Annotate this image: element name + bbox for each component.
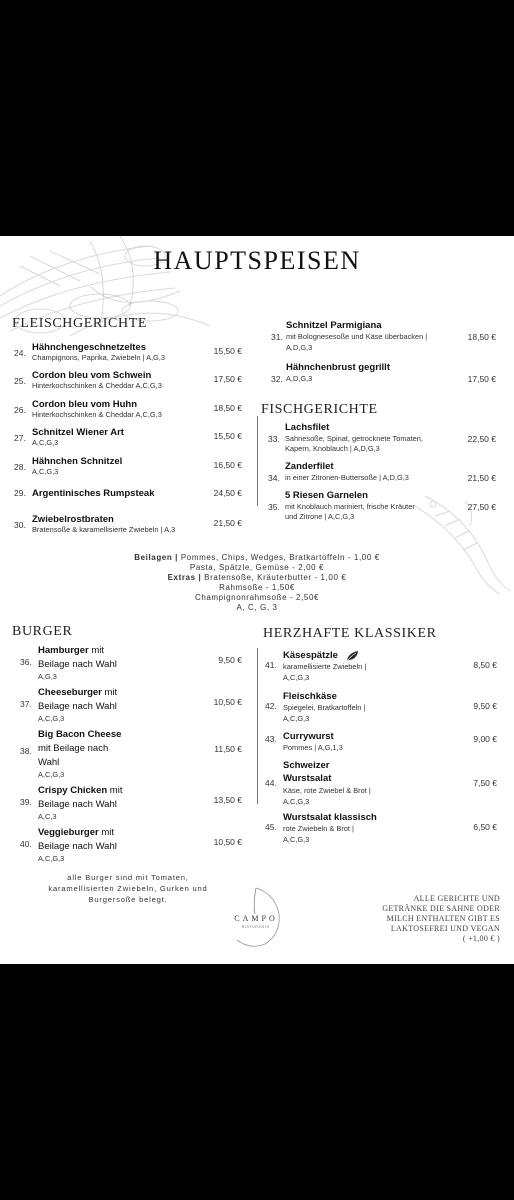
item-name: Zwiebelrostbraten [32,514,114,525]
item-name: Crispy Chicken [38,785,108,796]
item-side: Beilage nach Wahl [38,659,117,670]
item-name: Lachsfilet [285,422,330,433]
section-herzhafte-klassiker: HERZHAFTE KLASSIKER [263,626,437,641]
beilagen-info [100,553,414,613]
beilagen-line1: Pommes, Chips, Wedges, Bratkartoffeln - 1,00 € [178,553,380,562]
item-name-rest: mit [107,785,123,796]
item-number: 27. [14,433,26,443]
item-price: 24,50 € [213,488,242,498]
item-price: 18,50 € [467,332,496,342]
item-description: und Zitrone | A,C,G,3 [285,512,355,521]
item-price: 9,50 € [218,655,242,665]
item-number: 33. [268,434,280,444]
menu-item [20,686,246,734]
item-number: 42. [265,701,277,711]
item-allergens: A,C,3 [38,812,57,821]
item-name-line [38,644,104,658]
item-description: Pommes | A,G,1,3 [283,743,343,752]
item-description: Bratensoße & karamellisierte Zwiebeln | A,3 [32,525,176,534]
item-name: Hähnchengeschnetzeltes [32,342,147,353]
item-name: Cheeseburger [38,687,102,698]
item-number: 30. [14,520,26,530]
item-description: Hinterkochschinken & Cheddar A,C,G,3 [32,410,162,419]
item-name-line [38,826,114,840]
item-description: in einer Zitronen-Buttersoße | A,D,G,3 [285,473,409,482]
menu-item [271,320,501,350]
item-number: 36. [20,657,32,667]
item-price: 21,50 € [213,518,242,528]
item-number: 37. [20,699,32,709]
item-number: 24. [14,348,26,358]
item-name-rest: mit [101,687,118,698]
item-side: Beilage nach Wahl [38,701,117,712]
item-name: Hähnchen Schnitzel [32,456,123,467]
burger-note-line1: alle Burger sind mit Tomaten, [67,873,189,882]
beilagen-line3: Bratensoße, Kräuterbutter - 1,00 € [201,573,347,582]
item-price: 8,50 € [473,660,497,670]
extras-label: Extras | [167,573,202,582]
item-description: karamellisierte Zwiebeln | [283,662,367,671]
divider-bottom [257,648,258,804]
item-price: 9,50 € [473,701,497,711]
item-name: Wurstsalat klassisch [283,812,377,823]
menu-item [14,514,250,540]
item-price: 11,50 € [214,744,242,754]
logo-text: CAMPO [234,914,278,923]
item-number: 41. [265,660,277,670]
beilagen-line5: Champignonrahmsoße - 2,50€ [194,593,320,602]
item-number: 32. [271,374,283,384]
item-price: 17,50 € [467,374,496,384]
beilagen-label: Beilagen | [134,553,179,562]
item-name: Currywurst [283,731,334,742]
item-price: 10,50 € [213,837,242,847]
item-number: 35. [268,502,280,512]
item-description: A,C,G,3 [32,438,59,447]
item-name: Hähnchenbrust gegrillt [286,362,390,373]
item-description: A,C,G,3 [32,467,59,476]
item-name: Cordon bleu vom Huhn [32,399,138,410]
item-number: 34. [268,473,280,483]
item-price: 21,50 € [467,473,496,483]
item-name: Big Bacon Cheese [38,729,122,740]
item-price: 13,50 € [213,795,242,805]
item-side-2: Wahl [38,757,60,768]
item-name: Schnitzel Parmigiana [286,320,382,331]
item-price: 16,50 € [213,460,242,470]
item-name-line [38,784,122,798]
leaf-icon [346,650,360,662]
item-price: 15,50 € [213,346,242,356]
menu-item [271,362,501,392]
lactose-note-line3: MILCH ENTHALTEN GIBT ES [386,914,500,923]
menu-item [14,342,250,368]
item-number: 39. [20,797,32,807]
item-price: 17,50 € [213,374,242,384]
item-price: 9,00 € [473,734,497,744]
item-allergens: A,G,3 [38,672,57,681]
menu-item [14,488,250,514]
lactose-note-line5: ( +1,00 € ) [462,934,500,943]
menu-item [14,456,250,482]
menu-item [265,812,497,852]
beilagen-line4: Rahmsoße - 1,50€ [219,583,295,592]
page-title: HAUPTSPEISEN [153,246,361,275]
menu-item [268,490,501,524]
item-description: Hinterkochschinken & Cheddar A,C,G,3 [32,381,162,390]
campo-logo [225,884,287,950]
item-allergens: A,C,G,3 [38,770,65,779]
section-fleischgerichte: FLEISCHGERICHTE [12,316,147,331]
item-name: Käsespätzle [283,650,338,661]
item-description: rote Zwiebeln & Brot | [283,824,354,833]
lactose-note-line1: ALLE GERICHTE UND [413,894,500,903]
menu-item [20,784,246,832]
item-name: Fleischkäse [283,691,337,702]
item-name-rest: mit [88,645,104,656]
menu-item [14,427,250,453]
item-name: Veggieburger [38,827,99,838]
item-description: A,D,G,3 [286,374,313,383]
menu-item [20,728,246,779]
item-name: Zanderfilet [285,461,334,472]
item-number: 26. [14,405,26,415]
menu-item [20,644,246,692]
item-number: 25. [14,376,26,386]
section-fischgerichte: FISCHGERICHTE [261,402,378,417]
item-description: Champignons, Paprika, Zwiebeln | A,G,3 [32,353,165,362]
item-price: 22,50 € [467,434,496,444]
item-name: Schnitzel Wiener Art [32,427,124,438]
item-description: Kapern, Knoblauch | A,D,G,3 [285,444,380,453]
burger-note-line2: karamellisierten Zwiebeln, Gurken und [48,884,208,893]
item-price: 15,50 € [213,431,242,441]
item-side: Beilage nach Wahl [38,841,117,852]
item-allergens: A,C,G,3 [283,714,310,723]
menu-item [14,399,250,425]
logo-subtext: RISTORANTE [241,925,271,929]
item-side: Beilage nach Wahl [38,799,117,810]
section-burger: BURGER [12,624,73,639]
menu-page [0,236,514,964]
item-name-rest: mit [98,827,115,838]
item-price: 10,50 € [213,697,242,707]
item-description: A,D,G,3 [286,343,313,352]
item-allergens: A,C,G,3 [38,854,65,863]
item-number: 28. [14,462,26,472]
burger-note [38,872,218,905]
herbs-sketch-icon [60,276,220,346]
item-description: Spiegelei, Bratkartoffeln | [283,703,366,712]
beilagen-line2: Pasta, Spätzle, Gemüse - 2,00 € [189,563,325,572]
item-number: 43. [265,734,277,744]
item-name: Cordon bleu vom Schwein [32,370,152,381]
item-allergens: A,C,G,3 [38,714,65,723]
item-number: 38. [20,746,32,756]
item-number: 45. [265,822,277,832]
menu-item [265,650,497,690]
lactose-note [366,894,500,944]
lactose-note-line4: LAKTOSEFREI UND VEGAN [390,924,500,933]
item-name: Hamburger [38,645,89,656]
beilagen-line6: A, C, G, 3 [236,603,278,612]
burger-note-line3: Burgersoße belegt. [88,895,168,904]
lactose-note-line2: GETRÄNKE DIE SAHNE ODER [382,904,500,913]
menu-item [268,422,501,456]
item-price: 18,50 € [213,403,242,413]
divider-top [257,416,258,506]
item-price: 27,50 € [467,502,496,512]
item-number: 44. [265,778,277,788]
item-number: 31. [271,332,283,342]
item-price: 6,50 € [473,822,497,832]
item-number: 40. [20,839,32,849]
item-name: 5 Riesen Garnelen [285,490,368,501]
item-description: Sahnesoße, Spinat, getrocknete Tomaten, [285,434,423,443]
item-description: mit Knoblauch mariniert, frische Kräuter [285,502,415,511]
item-allergens: A,C,G,3 [283,835,310,844]
item-allergens: A,C,G,3 [283,673,310,682]
item-side: mit Beilage nach [38,743,109,754]
item-name-2: Wurstsalat [283,773,332,784]
item-description: mit Bolognesesoße und Käse überbacken | [286,332,428,341]
item-name: Argentinisches Rumpsteak [32,488,155,499]
menu-item [20,826,246,874]
item-allergens: A,C,G,3 [283,797,310,806]
menu-item [265,760,497,806]
item-name-line [38,728,121,742]
item-description: Käse, rote Zwiebel & Brot | [283,786,371,795]
item-name-line [38,686,117,700]
menu-item [14,370,250,396]
menu-item [265,691,497,731]
item-price: 7,50 € [473,778,497,788]
item-number: 29. [14,488,26,498]
item-name: Schweizer [283,760,330,771]
